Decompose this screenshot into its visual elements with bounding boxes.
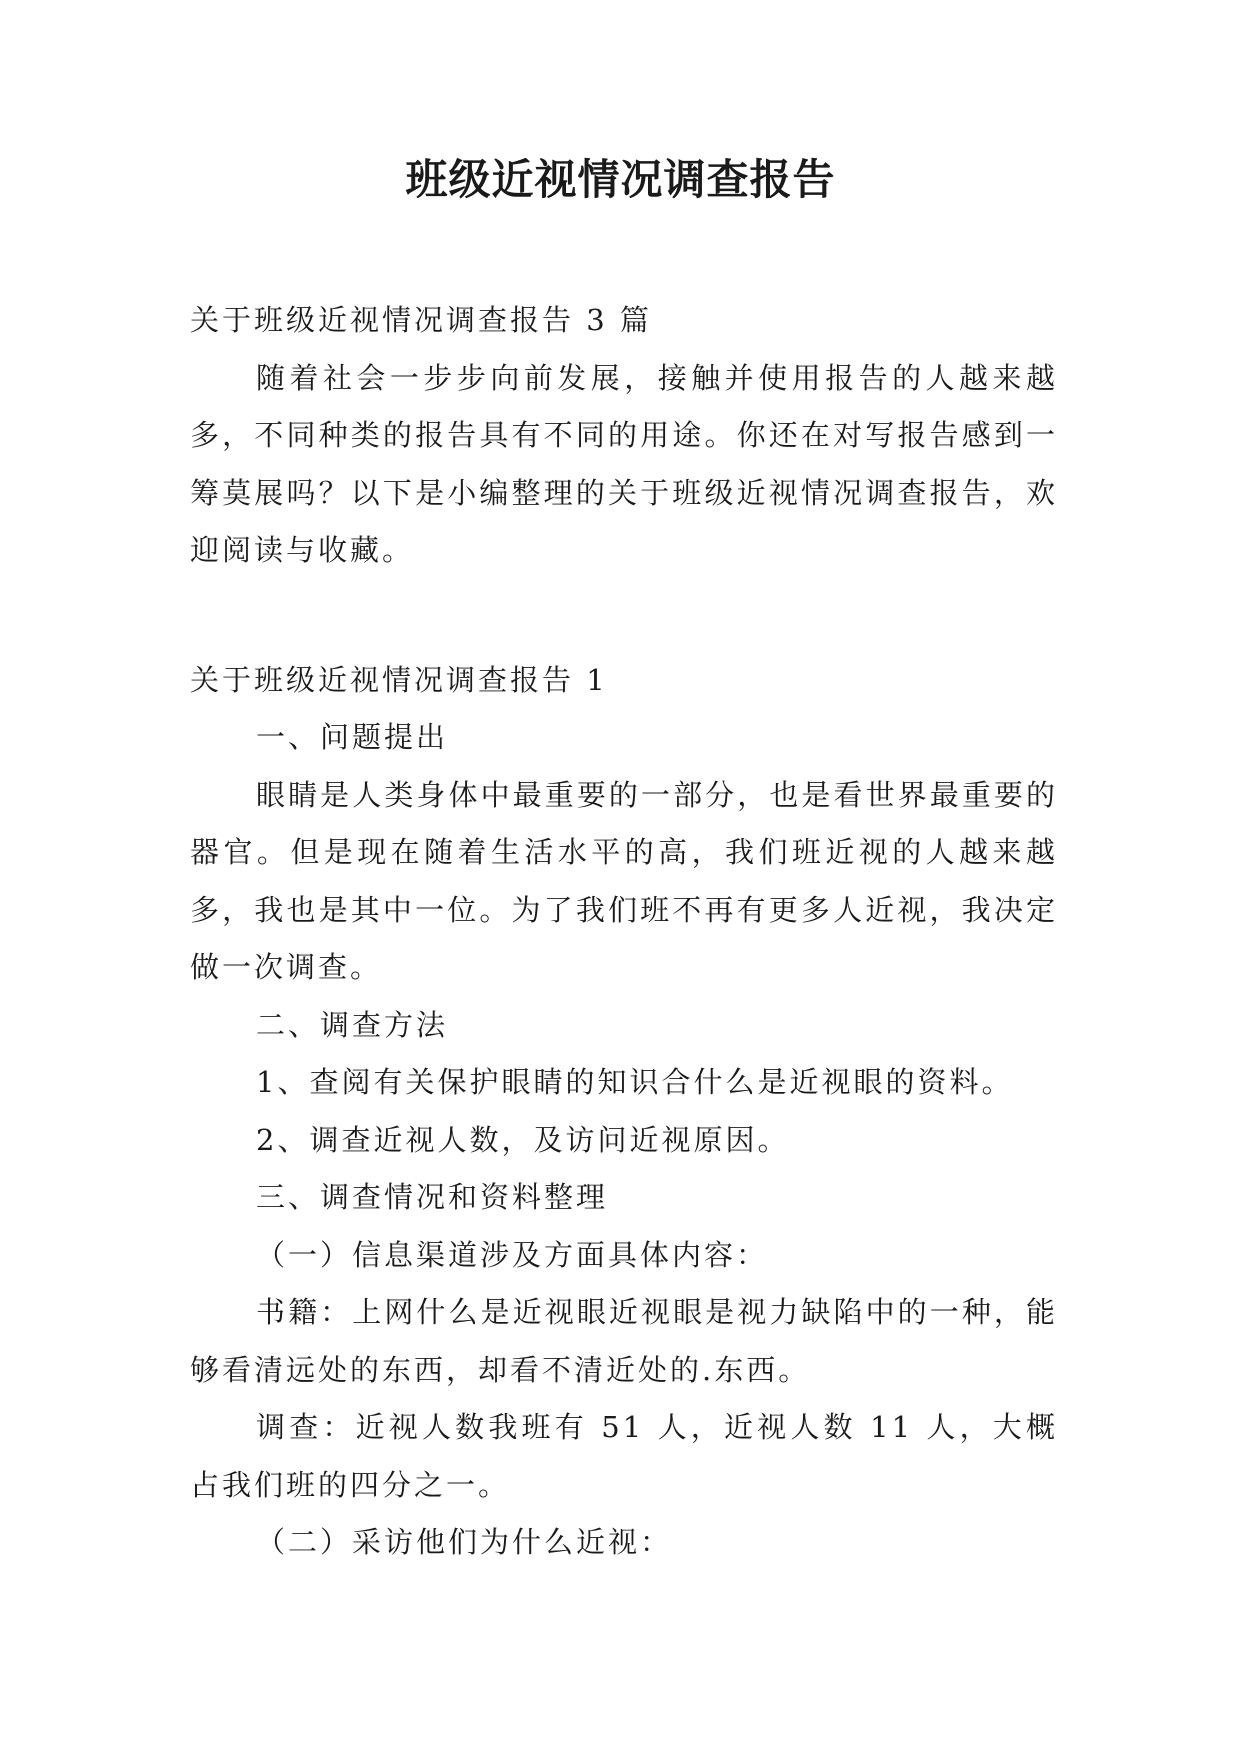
document-body [190, 292, 1058, 1572]
report-heading: 关于班级近视情况调查报告 1 [190, 662, 608, 697]
books-paragraph: 书籍：上网什么是近视眼近视眼是视力缺陷中的一种，能够看清远处的东西，却看不清近处的.东西。 [190, 1295, 1058, 1387]
problem-paragraph: 眼睛是人类身体中最重要的一部分，也是看世界最重要的器官。但是现在随着生活水平的高，我们班近视的人越来越多，我也是其中一位。为了我们班不再有更多人近视，我决定做一次调查。 [190, 777, 1058, 984]
survey-paragraph: 调查：近视人数我班有 51 人，近视人数 11 人，大概占我们班的四分之一。 [190, 1410, 1058, 1502]
method-item-1: 1、查阅有关保护眼睛的知识合什么是近视眼的资料。 [256, 1065, 1014, 1099]
document-title: 班级近视情况调查报告 [405, 155, 836, 204]
section-heading-method: 二、调查方法 [256, 1007, 449, 1042]
section-heading-findings: 三、调查情况和资料整理 [256, 1180, 609, 1214]
section-spacer [190, 580, 1058, 652]
subsection-heading-interview: （二）采访他们为什么近视： [256, 1525, 673, 1559]
section-heading-problem: 一、问题提出 [256, 720, 449, 754]
method-item-2: 2、调查近视人数，及访问近视原因。 [256, 1122, 790, 1157]
subtitle-line: 关于班级近视情况调查报告 3 篇 [190, 303, 652, 337]
intro-paragraph: 随着社会一步步向前发展，接触并使用报告的人越来越多，不同种类的报告具有不同的用途。你还在对写报告感到一筹莫展吗？以下是小编整理的关于班级近视情况调查报告，欢迎阅读与收藏。 [190, 360, 1058, 567]
subsection-heading-sources: （一）信息渠道涉及方面具体内容： [256, 1237, 769, 1272]
